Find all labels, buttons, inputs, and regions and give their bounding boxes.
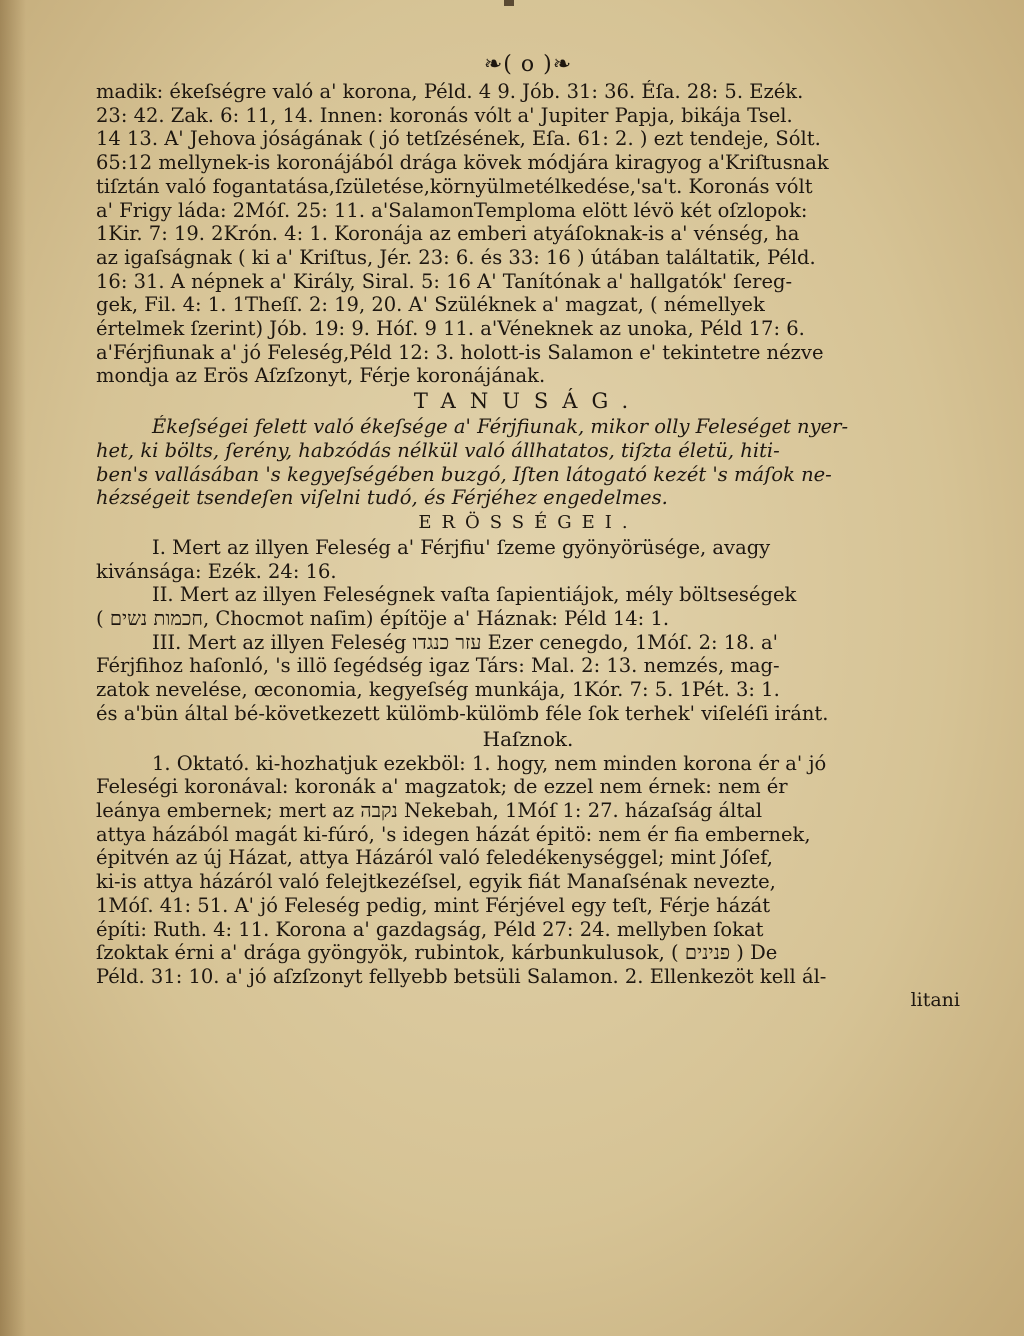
text-line: leánya embernek; mert az נקבה Nekebah, 1Móſ 1: 27. házaſság által <box>96 798 763 822</box>
text-line: Ékeſségei felett való ékeſsége a' Férjfiunak, mikor olly Feleséget nyer- <box>152 415 849 439</box>
text-line: 65:12 mellynek-is koronájából drága kövek módjára kiragyog a'Kriſtusnak <box>96 151 829 175</box>
text-line: építi: Ruth. 4: 11. Korona a' gazdagság, Péld 27: 24. mellyben ſokat <box>96 917 764 941</box>
text-line: het, ki bölts, ſerény, habzódás nélkül való állhatatos, tiſzta életü, hiti- <box>96 438 780 462</box>
heading-tanusag: TANUSÁG. <box>413 389 643 414</box>
text-line: 14 13. A' Jehova jóságának ( jó tetſzésének, Eſa. 61: 2. ) ezt tendeje, Sólt. <box>96 127 821 151</box>
text-line: kivánsága: Ezék. 24: 16. <box>96 559 337 583</box>
text-line: Férjfihoz haſonló, 's illö ſegédség igaz Társ: Mal. 2: 13. nemzés, mag- <box>96 654 780 678</box>
text-line: Feleségi koronával: koronák a' magzatok; de ezzel nem érnek: nem ér <box>96 775 788 799</box>
text-line: madik: ékeſségre való a' korona, Péld. 4 9. Jób. 31: 36. Éſa. 28: 5. Ezék. <box>96 80 804 103</box>
text-line: ben's vallásában 's kegyeſségében buzgó, Iſten látogató kezét 's máſok ne- <box>96 462 832 486</box>
paragraph-hasznok <box>96 752 960 989</box>
paragraph-intro <box>96 80 960 388</box>
text-line: ki-is attya házáról való felejtkezéſsel, egyik fiát Manaſsénak nevezte, <box>96 870 776 894</box>
text-line: gek, Fil. 4: 1. 1Theſſ. 2: 19, 20. A' Szüléknek a' magzat, ( némellyek <box>96 293 765 317</box>
text-line: hézségeit tsendeſen viſelni tudó, és Férjéhez engedelmes. <box>96 486 668 510</box>
text-line: a' Frigy láda: 2Móſ. 25: 11. a'SalamonTemploma elött lévö két oſzlopok: <box>96 198 808 222</box>
text-line: 1Kir. 7: 19. 2Krón. 4: 1. Koronája az emberi atyáſoknak-is a' vénség, ha <box>96 222 800 246</box>
text-line: 16: 31. A népnek a' Király, Siral. 5: 16 A' Tanítónak a' hallgatók' ſereg- <box>96 269 793 293</box>
text-line: és a'bün által bé-következett külömb-külömb féle ſok terhek' viſeléſi iránt. <box>96 701 829 725</box>
paragraph-tanusag <box>96 415 960 510</box>
text-line: ſzoktak érni a' drága gyöngyök, rubintok, kárbunkulusok, ( פנינים ) De <box>96 941 778 965</box>
text-line: 1Móſ. 41: 51. A' jó Feleség pedig, mint Férjével egy teſt, Férje házát <box>96 893 771 917</box>
text-line: az igaſságnak ( ki a' Kriſtus, Jér. 23: 6. és 33: 16 ) útában találtatik, Péld. <box>96 245 816 269</box>
text-line: zatok nevelése, œconomia, kegyeſség munkája, 1Kór. 7: 5. 1Pét. 3: 1. <box>96 678 780 702</box>
text-line: Péld. 31: 10. a' jó aſzſzonyt fellyebb betsüli Salamon. 2. Ellenkezöt kell ál- <box>96 964 827 988</box>
text-line: ( חכמות נשים, Chocmot naſim) építöje a' Háznak: Péld 14: 1. <box>96 607 670 631</box>
text-line: értelmek ſzerint) Jób. 19: 9. Hóſ. 9 11. a'Véneknek az unoka, Péld 17: 6. <box>96 317 805 341</box>
text-line: I. Mert az illyen Feleség a' Férjfiu' ſzeme gyönyörüsége, avagy <box>152 535 771 559</box>
page-number-ornament: ❧( o )❧ <box>483 52 573 77</box>
text-line: 23: 42. Zak. 6: 11, 14. Innen: koronás vólt a' Jupiter Papja, bikája Tsel. <box>96 103 793 127</box>
text-line: attya házából magát ki-fúró, 's idegen házát épitö: nem ér fia embernek, <box>96 822 811 846</box>
paragraph-erossegei <box>96 536 960 726</box>
catchword: litani <box>910 988 960 1011</box>
binding-mark <box>504 0 514 6</box>
text-line: tiſztán való fogantatása,ſzületése,környülmetélkedése,'sa't. Koronás vólt <box>96 174 813 198</box>
text-line: mondja az Erös Aſzſzonyt, Férje koronájának. <box>96 364 546 388</box>
text-line: III. Mert az illyen Feleség עזר כנגדו Ezer cenegdo, 1Móſ. 2: 18. a' <box>152 630 778 654</box>
text-line: épitvén az új Házat, attya Házáról való feledékenységgel; mint Jóſef, <box>96 846 773 870</box>
page-fold-shadow <box>0 0 26 1336</box>
text-line: 1. Oktató. ki-hozhatjuk ezekböl: 1. hogy, nem minden korona ér a' jó <box>152 751 827 775</box>
heading-hasznok: Haſznok. <box>482 726 574 751</box>
heading-erossegei: ERÖSSÉGEI. <box>418 511 638 533</box>
text-line: a'Férjfiunak a' jó Feleség,Péld 12: 3. holott-is Salamon e' tekintetre nézve <box>96 340 824 364</box>
text-line: II. Mert az illyen Feleségnek vaſta ſapientiájok, mély böltseségek <box>152 583 797 607</box>
